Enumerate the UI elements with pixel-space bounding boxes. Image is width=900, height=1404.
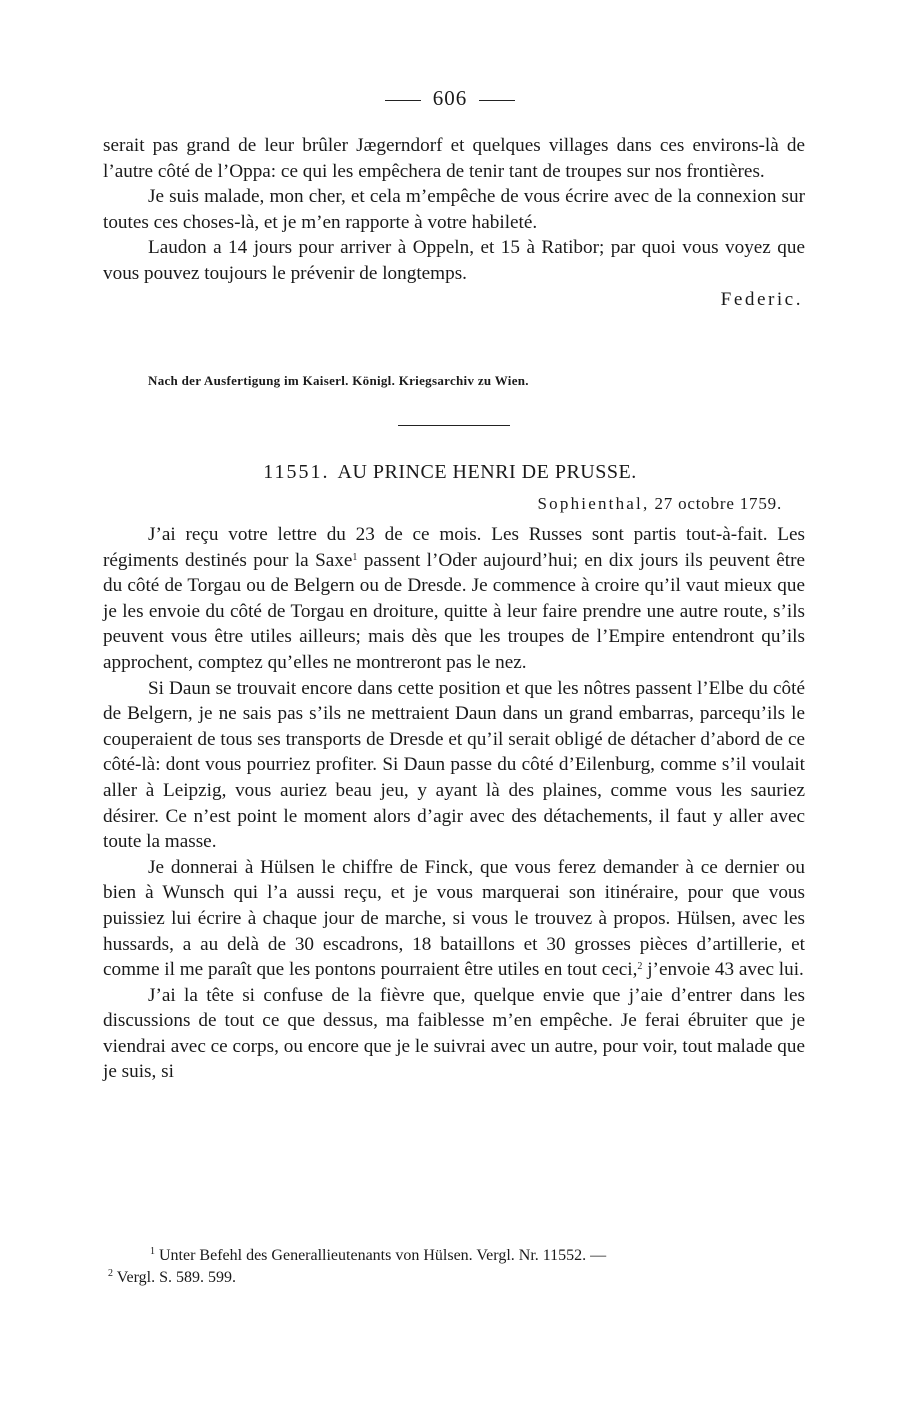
letter-dateline — [538, 494, 782, 514]
page-number — [0, 86, 900, 111]
paragraph: J’ai la tête si confuse de la fièvre que, quelque envie que j’aie d’entrer dans les discussions de tout ce que dessus, ma faiblesse m’en empêche. Je ferai ébruiter que je viendrai avec ce corps, ou encore que je le suivrai avec un autre, pour voir, tout malade que je suis, si — [103, 984, 805, 1083]
footnote-mark: 2 — [108, 1268, 113, 1279]
paragraph-text: J’ai reçu votre lettre du 23 de ce mois. Les Russes sont partis tout-à-fait. Les régiments destinés pour la Saxe — [103, 524, 805, 571]
letter-heading — [0, 461, 900, 484]
footnotes — [108, 1245, 808, 1289]
footnote — [108, 1267, 808, 1289]
paragraph — [103, 855, 805, 983]
page-number-dash-right — [479, 100, 515, 101]
paragraph-text: Je donnerai à Hülsen le chiffre de Finck, que vous ferez demander à ce dernier ou bien à Wunsch qui l’a aussi reçu, et je vous marquerai son itinéraire, pour que vous puissiez lui écrire à chaque jour de marche, si vous le trouvez à propos. Hülsen, avec les hussards, a au delà de 30 escadrons, 18 bataillons et 30 grosses pièces d’artillerie, et comme il me paraît que les pontons pourraient être utiles en tout ceci, — [103, 856, 805, 981]
footnote — [108, 1245, 808, 1267]
paragraph-text: j’envoie 43 avec lui. — [642, 959, 804, 981]
letter-date: 27 octobre 1759. — [654, 494, 782, 513]
letter-body — [103, 522, 805, 1085]
footnote-ref: 1 — [352, 551, 358, 563]
letter-title: AU PRINCE HENRI DE PRUSSE. — [337, 461, 637, 483]
footnote-text: Unter Befehl des Generallieutenants von Hülsen. Vergl. Nr. 11552. — — [155, 1247, 607, 1264]
source-note: Nach der Ausfertigung im Kaiserl. Königl. Kriegsarchiv zu Wien. — [148, 373, 529, 388]
page-number-value: 606 — [432, 86, 468, 110]
paragraph — [103, 522, 805, 676]
paragraph: Si Daun se trouvait encore dans cette position et que les nôtres passent l’Elbe du côté de Belgern, je ne sais pas s’ils ne mettraient Daun dans un grand embarras, parcequ’ils le couperaient de tous ses transports de Dresde et qu’il serait obligé de détacher d’abord de ce côté-là: dont vous pourriez profiter. Si Daun passe du côté d’Eilenburg, comme s’il voulait aller à Leipzig, vous auriez beau jeu, y ayant là des plaines, comme vous les sauriez désirer. Ce n’est point le moment alors d’agir avec des détachements, il faut y aller avec toute la masse. — [103, 677, 805, 853]
paragraph-continuation: serait pas grand de leur brûler Jægerndorf et quelques villages dans ces environs-là de l’autre côté de l’Oppa: ce qui les empêchera de tenir tant de troupes sur nos frontières. — [103, 135, 805, 182]
paragraph-text: passent l’Oder aujourd’hui; en dix jours ils peuvent être du côté de Torgau ou de Belgern ou de Dresde. Je commence à croire qu’il vaut mieux que je les envoie du côté de Torgau en droiture, quitte à leur faire prendre une autre route, s’ils peuvent vous être utiles ailleurs; mais dès que les troupes de l’Empire entendront qu’ils approchent, comptez qu’elles ne montreront pas le nez. — [103, 549, 805, 673]
footnote-ref: 2 — [637, 961, 643, 973]
page-number-dash-left — [385, 100, 421, 101]
section-divider — [398, 425, 510, 426]
previous-letter-end — [103, 133, 805, 312]
footnote-mark: 1 — [150, 1246, 155, 1257]
letter-number: 11551. — [263, 461, 330, 483]
signature: Federic. — [720, 288, 803, 310]
paragraph: Laudon a 14 jours pour arriver à Oppeln, et 15 à Ratibor; par quoi vous voyez que vous pouvez toujours le prévenir de longtemps. — [103, 237, 805, 284]
footnote-text: Vergl. S. 589. 599. — [113, 1269, 236, 1286]
paragraph: Je suis malade, mon cher, et cela m’empêche de vous écrire avec de la connexion sur toutes ces choses-là, et je m’en rapporte à votre habileté. — [103, 186, 805, 233]
letter-place: Sophienthal, — [537, 494, 650, 513]
